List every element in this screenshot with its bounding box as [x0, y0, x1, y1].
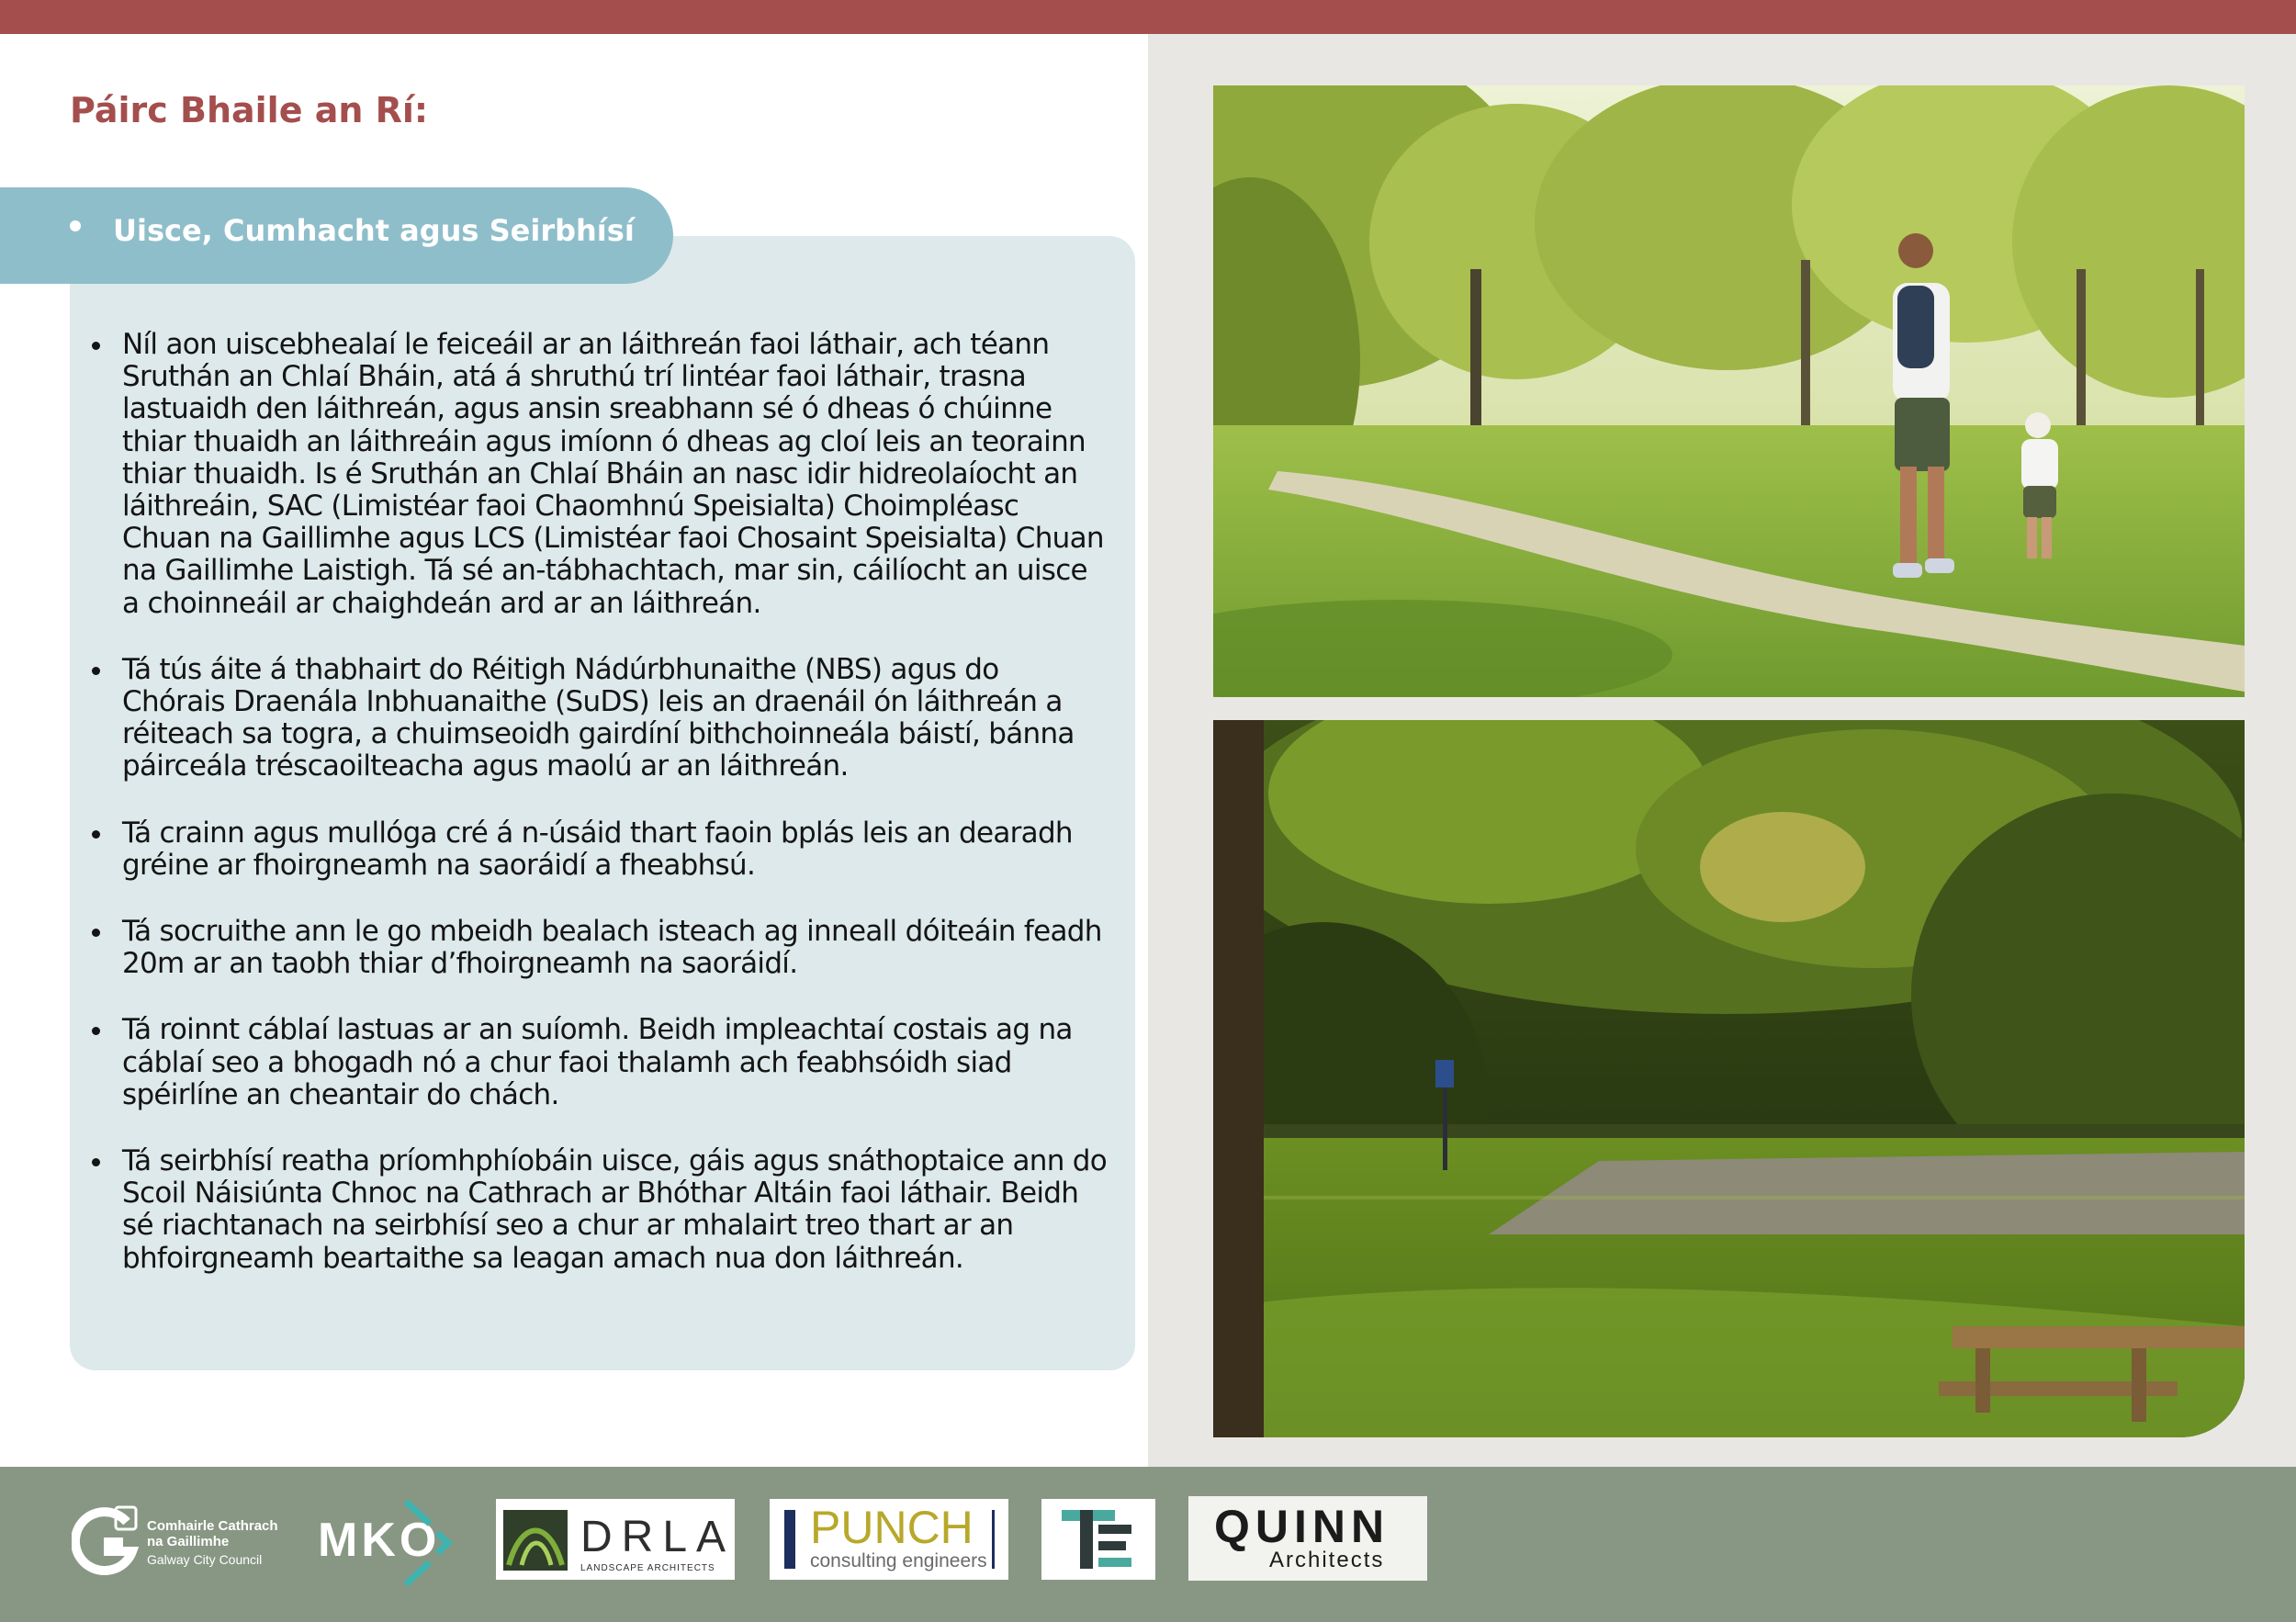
bullet-dot [92, 1158, 100, 1166]
top-accent-bar [0, 0, 2296, 34]
punch-divider [992, 1510, 995, 1569]
list-item [89, 329, 1109, 620]
te-monogram-icon [1062, 1510, 1135, 1569]
bullet-dot [92, 929, 100, 937]
gcc-name [147, 1518, 278, 1549]
galway-crest-icon [72, 1502, 140, 1575]
list-item [89, 817, 1109, 882]
bullet-list [89, 329, 1109, 1309]
drla-text: DRLA [580, 1513, 736, 1561]
park-path-photo [1213, 85, 2245, 697]
galway-city-council-logo [72, 1502, 292, 1586]
punch-subtitle: consulting engineers [810, 1550, 987, 1571]
quinn-text: QUINN [1214, 1501, 1390, 1552]
quinn-architects-logo [1188, 1496, 1427, 1581]
mko-text: MKO [318, 1514, 441, 1567]
list-item [89, 1145, 1109, 1275]
drla-subtitle: LANDSCAPE ARCHITECTS [580, 1563, 715, 1573]
quinn-subtitle: Architects [1269, 1548, 1385, 1572]
list-item [89, 916, 1109, 980]
bullet-dot [92, 830, 100, 839]
page-title: Páirc Bhaile an Rí: [70, 90, 429, 130]
bullet-dot [92, 667, 100, 675]
bullet-dot [92, 342, 100, 350]
drla-logo [496, 1499, 735, 1580]
footer [0, 1467, 2296, 1622]
list-item-text: Tá seirbhísí reatha príomhphíobáin uisce, gáis agus snáthoptaice ann do Scoil Náisiúnta Chnoc na Cathrach ar Bhóthar Altáin faoi láthair. Beidh sé riachtanach na seirbhísí seo a chur ar mhalairt treo thart ar an bhfoirgneamh beartaithe sa leagan amach nua don láithreán. [122, 1144, 1108, 1275]
list-item-text: Tá socruithe ann le go mbeidh bealach isteach ag inneall dóiteáin feadh 20m ar an taobh thiar d’fhoirgneamh na saoráidí. [122, 915, 1102, 981]
section-heading-bullet [70, 220, 81, 231]
gcc-line2: na Gaillimhe [147, 1534, 230, 1549]
te-logo [1041, 1499, 1155, 1580]
punch-bar-icon [784, 1510, 795, 1569]
bullet-dot [92, 1027, 100, 1035]
list-item-text: Tá roinnt cáblaí lastuas ar an suíomh. Beidh impleachtaí costais ag na cáblaí seo a bhogadh nó a chur faoi thalamh ach feabhsóidh siad spéirlíne an cheantair do chách. [122, 1013, 1073, 1111]
punch-logo [770, 1499, 1008, 1580]
mko-diamond-icon [373, 1496, 465, 1590]
gcc-subtitle: Galway City Council [147, 1552, 263, 1567]
list-item [89, 654, 1109, 783]
punch-text: PUNCH [810, 1502, 974, 1553]
list-item-text: Tá tús áite á thabhairt do Réitigh Nádúrbhunaithe (NBS) agus do Chórais Draenála Inbhuanaithe (SuDS) leis an draenáil ón láithreán a réiteach sa togra, a chuimseoidh gairdíní bithchoinneála báistí, bánna páirceála tréscaoilteacha agus maolú ar an láithreán. [122, 652, 1075, 783]
list-item-text: Níl aon uiscebhealaí le feiceáil ar an láithreán faoi láthair, ach téann Sruthán an Chlaí Bháin, atá á shruthú trí lintéar faoi láthair, trasna lastuaidh den láithreán, agus ansin sreabhann sé ó dheas ó chúinne thiar thuaidh an láithreáin agus imíonn ó dheas ag cloí leis an teorainn thiar thuaidh. Is é Sruthán an Chlaí Bháin an nasc idir hidreolaíocht an láithreáin, SAC (Limistéar faoi Chaomhnú Speisialta) Choimpléasc Chuan na Gaillimhe agus LCS (Limistéar faoi Chosaint Speisialta) Chuan na Gaillimhe Laistigh. Tá sé an-tábhachtach, mar sin, cáilíocht an uisce a choinneáil ar chaighdeán ard ar an láithreán. [122, 328, 1104, 620]
mko-logo [318, 1496, 465, 1590]
gcc-line1: Comhairle Cathrach [147, 1518, 278, 1534]
list-item [89, 1014, 1109, 1111]
list-item-text: Tá crainn agus mullóga cré á n-úsáid thart faoin bplás leis an dearadh gréine ar fhoirgneamh na saoráidí a fheabhsú. [122, 816, 1073, 882]
section-heading: Uisce, Cumhacht agus Seirbhísí [113, 213, 635, 248]
drla-mark-icon [503, 1510, 568, 1571]
shaded-park-photo [1213, 720, 2245, 1437]
